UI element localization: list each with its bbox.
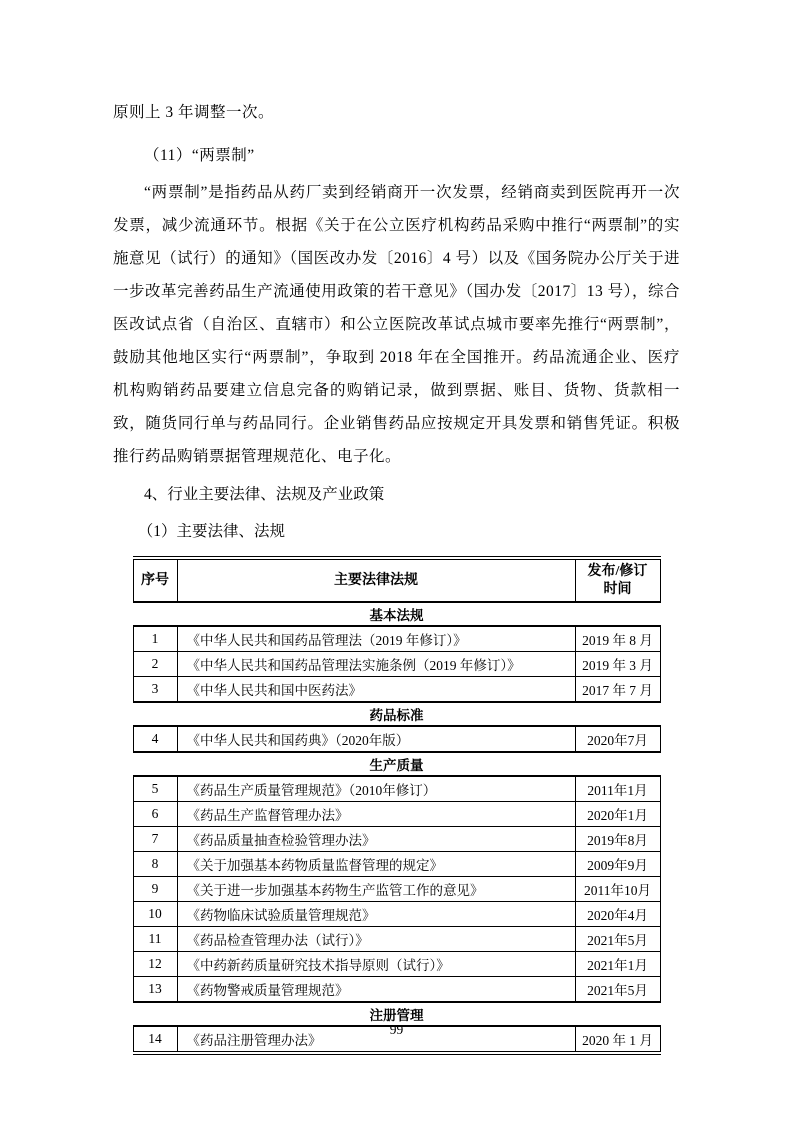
cell-name: 《关于加强基本药物质量监督管理的规定》 <box>177 852 575 877</box>
cell-date: 2020年1月 <box>575 802 660 827</box>
cell-name: 《药物临床试验质量管理规范》 <box>177 902 575 927</box>
table-row <box>133 902 660 927</box>
cell-date: 2019 年 8 月 <box>575 626 660 652</box>
table-row <box>133 677 660 703</box>
two-invoice-paragraph: “两票制”是指药品从药厂卖到经销商开一次发票，经销商卖到医院再开一次发票，减少流通环节。根据《关于在公立医疗机构药品采购中推行“两票制”的实施意见（试行）的通知》（国医改办发〔2016〕4 号）以及《国务院办公厅关于进一步改革完善药品生产流通使用政策的若干意见》（国办发〔2017〕13 号），综合医改试点省（自治区、直辖市）和公立医院改革试点城市要率先推行“两票制”，鼓励其他地区实行“两票制”，争取到 2018 年在全国推开。药品流通企业、医疗机构购销药品要建立信息完备的购销记录，做到票据、账目、货物、货款相一致，随货同行单与药品同行。企业销售药品应按规定开具发票和销售凭证。积极推行药品购销票据管理规范化、电子化。 <box>113 184 680 465</box>
table-row <box>133 952 660 977</box>
cell-date: 2020年4月 <box>575 902 660 927</box>
cell-no: 3 <box>133 677 177 703</box>
cell-name: 《药物警戒质量管理规范》 <box>177 977 575 1003</box>
cell-name: 《中华人民共和国中医药法》 <box>177 677 575 703</box>
cell-no: 1 <box>133 626 177 652</box>
table-row <box>133 776 660 802</box>
cell-name: 《药品注册管理办法》 <box>177 1026 575 1053</box>
item-11-heading: （11）“两票制” <box>144 147 255 164</box>
table-row <box>133 726 660 752</box>
cell-no: 6 <box>133 802 177 827</box>
cell-no: 5 <box>133 776 177 802</box>
laws-table <box>133 556 661 1055</box>
cell-no: 10 <box>133 902 177 927</box>
page-number: 99 <box>389 1022 404 1037</box>
cell-no: 8 <box>133 852 177 877</box>
cell-date: 2021年1月 <box>575 952 660 977</box>
header-cell-no: 序号 <box>133 558 177 602</box>
subsection-1-heading: （1）主要法律、法规 <box>137 523 286 540</box>
cell-no: 2 <box>133 652 177 677</box>
cell-no: 7 <box>133 827 177 852</box>
table-section-row <box>133 752 660 776</box>
section-4-heading: 4、行业主要法律、法规及产业政策 <box>144 486 385 503</box>
cell-no: 4 <box>133 726 177 752</box>
cell-date: 2009年9月 <box>575 852 660 877</box>
table-section-row <box>133 702 660 726</box>
cell-name: 《关于进一步加强基本药物生产监管工作的意见》 <box>177 877 575 902</box>
table-row <box>133 827 660 852</box>
table-section-row <box>133 602 660 626</box>
cell-name: 《中华人民共和国药品管理法实施条例（2019 年修订）》 <box>177 652 575 677</box>
table-section-label: 注册管理 <box>133 1002 660 1026</box>
cell-date: 2020 年 1 月 <box>575 1026 660 1053</box>
header-date-line2: 时间 <box>603 581 632 597</box>
cell-date: 2017 年 7 月 <box>575 677 660 703</box>
table-row <box>133 652 660 677</box>
cell-name: 《药品检查管理办法（试行）》 <box>177 927 575 952</box>
cell-date: 2021年5月 <box>575 977 660 1003</box>
table-row <box>133 626 660 652</box>
table-section-label: 基本法规 <box>133 602 660 626</box>
table-row <box>133 877 660 902</box>
cell-name: 《药品生产质量管理规范》（2010年修订） <box>177 776 575 802</box>
table-row <box>133 927 660 952</box>
cell-date: 2019年8月 <box>575 827 660 852</box>
cell-name: 《中药新药质量研究技术指导原则（试行）》 <box>177 952 575 977</box>
cell-no: 12 <box>133 952 177 977</box>
table-row <box>133 977 660 1003</box>
cell-date: 2019 年 3 月 <box>575 652 660 677</box>
header-row <box>133 558 660 602</box>
cell-no: 13 <box>133 977 177 1003</box>
cell-name: 《中华人民共和国药品管理法（2019 年修订）》 <box>177 626 575 652</box>
table-section-label: 药品标准 <box>133 702 660 726</box>
header-date-line1: 发布/修订 <box>587 564 648 579</box>
table-row <box>133 852 660 877</box>
table-row <box>133 802 660 827</box>
cell-date: 2011年1月 <box>575 776 660 802</box>
previous-paragraph-tail: 原则上 3 年调整一次。 <box>113 104 275 121</box>
cell-no: 9 <box>133 877 177 902</box>
cell-date: 2021年5月 <box>575 927 660 952</box>
laws-table-body <box>133 602 660 1053</box>
cell-name: 《药品质量抽查检验管理办法》 <box>177 827 575 852</box>
cell-no: 11 <box>133 927 177 952</box>
cell-name: 《药品生产监督管理办法》 <box>177 802 575 827</box>
cell-no: 14 <box>133 1026 177 1053</box>
cell-date: 2020年7月 <box>575 726 660 752</box>
laws-table-header <box>133 558 660 602</box>
header-cell-date <box>575 558 660 602</box>
cell-name: 《中华人民共和国药典》（2020年版） <box>177 726 575 752</box>
table-section-label: 生产质量 <box>133 752 660 776</box>
header-cell-name: 主要法律法规 <box>177 558 575 602</box>
cell-date: 2011年10月 <box>575 877 660 902</box>
